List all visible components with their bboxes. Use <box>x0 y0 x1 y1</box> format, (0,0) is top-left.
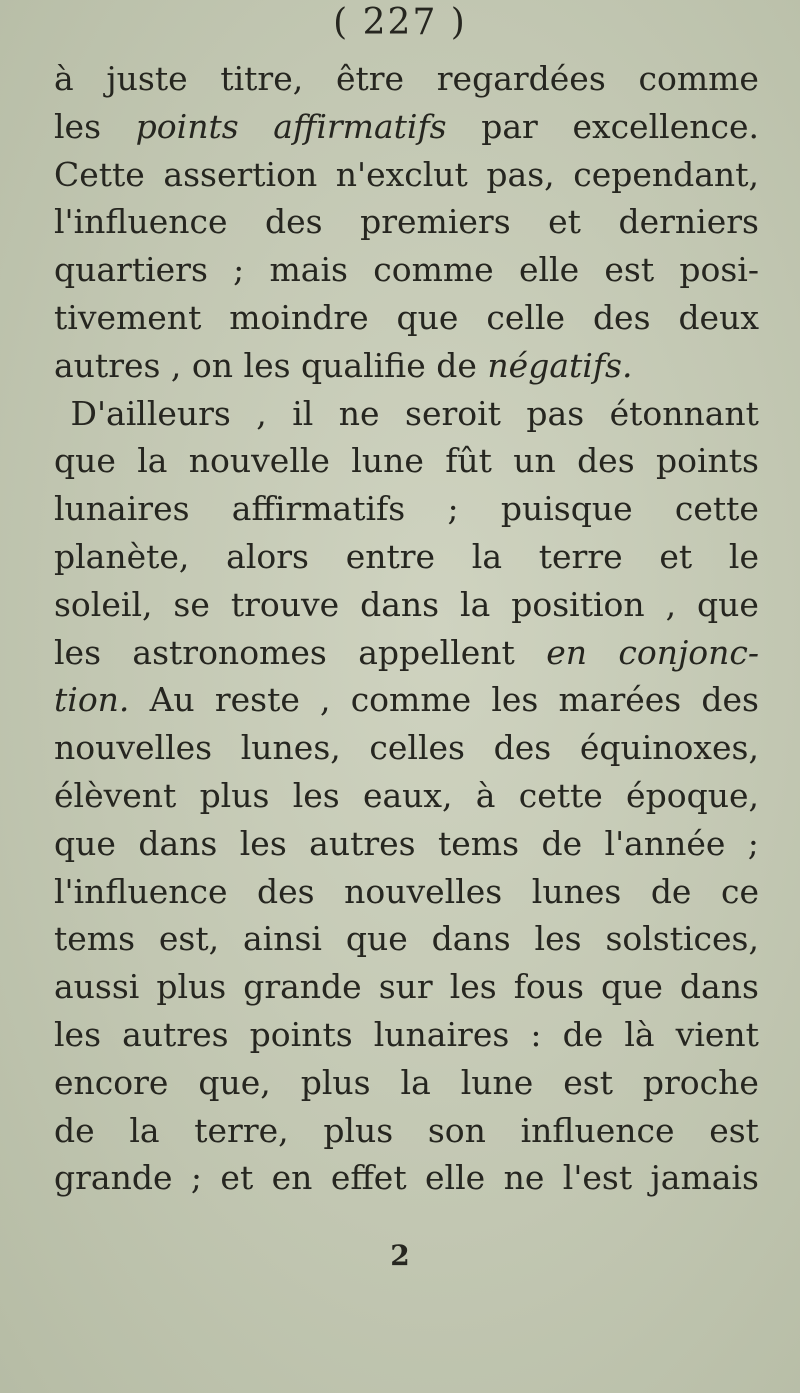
text-line <box>54 581 759 629</box>
word: celle <box>486 297 566 337</box>
word: les <box>292 775 340 815</box>
text-line <box>54 1107 759 1155</box>
word: entre <box>345 536 436 576</box>
word: moindre <box>229 297 369 337</box>
word: trouve <box>230 584 340 624</box>
word: nouvelles <box>54 728 213 768</box>
word: être <box>335 59 405 98</box>
word: lunaires <box>54 489 190 529</box>
word: excellence. <box>572 106 759 146</box>
word: l'influence <box>54 871 228 911</box>
word: points <box>135 106 239 146</box>
word: lune <box>460 1062 534 1102</box>
word: dans <box>138 823 218 863</box>
word: assertion <box>163 154 318 194</box>
word: juste <box>106 59 188 98</box>
word: nouvelle <box>188 441 330 481</box>
word: et <box>220 1158 254 1198</box>
word: ; <box>190 1158 203 1198</box>
text-line <box>54 533 759 581</box>
word: terre <box>538 536 623 576</box>
word: lune <box>351 441 424 481</box>
word: les <box>54 106 102 146</box>
word: dans <box>431 919 511 959</box>
word: que <box>601 967 663 1007</box>
word: à <box>475 775 496 815</box>
word: comme <box>373 250 494 290</box>
word: sur <box>378 967 433 1007</box>
word: alors <box>226 536 309 576</box>
word: grande <box>54 1158 173 1198</box>
word: marées <box>558 680 682 720</box>
word: fût <box>445 441 492 481</box>
word: Au <box>149 680 195 720</box>
text-line <box>54 103 759 151</box>
word: tion. <box>54 680 130 720</box>
text-line <box>54 772 759 820</box>
word: jamais <box>650 1158 759 1198</box>
text-line <box>54 820 759 868</box>
word: effet <box>330 1158 407 1198</box>
text-line <box>54 676 759 724</box>
word: des <box>265 202 323 242</box>
word: des <box>577 441 635 481</box>
word: dans <box>679 967 759 1007</box>
word: lunes, <box>240 728 341 768</box>
text-line <box>54 55 759 103</box>
word: ; <box>747 823 759 863</box>
word: nouvelles <box>344 871 503 911</box>
word: elle <box>518 250 580 290</box>
word: planète, <box>54 536 190 576</box>
text-line <box>54 246 759 294</box>
word: pas, <box>486 154 555 194</box>
text-line <box>54 1059 759 1107</box>
word: des <box>493 728 552 768</box>
word: conjonc- <box>618 632 759 672</box>
word: étonnant <box>609 393 759 433</box>
word: et <box>548 202 581 242</box>
word: est <box>604 250 655 290</box>
word: terre, <box>194 1110 289 1150</box>
word: soleil, <box>54 584 153 624</box>
word: ; <box>233 250 245 290</box>
word: points <box>249 1014 353 1054</box>
word: comme <box>638 59 759 98</box>
word: époque, <box>626 775 759 815</box>
word: lunaires <box>373 1014 510 1054</box>
word: influence <box>520 1110 675 1150</box>
word: astronomes <box>132 632 327 672</box>
word: les <box>239 823 287 863</box>
word: lunes <box>531 871 622 911</box>
word: que <box>697 584 759 624</box>
word: comme <box>350 680 472 720</box>
text-line <box>54 294 759 342</box>
word: cette <box>674 489 759 529</box>
word: il <box>292 393 314 433</box>
word: par <box>481 106 538 146</box>
text-line <box>54 915 759 963</box>
word: son <box>427 1110 486 1150</box>
word: est, <box>158 919 220 959</box>
word: titre, <box>220 59 304 98</box>
word: autres <box>309 823 416 863</box>
word: mais <box>269 250 348 290</box>
word: eaux, <box>362 775 453 815</box>
word: deux <box>678 297 759 337</box>
text-line <box>54 724 759 772</box>
word: les <box>491 680 539 720</box>
word: là <box>624 1014 655 1054</box>
word: la <box>400 1062 431 1102</box>
word: tems <box>438 823 520 863</box>
word: vient <box>675 1014 759 1054</box>
word: , <box>665 584 677 624</box>
text-line <box>54 1011 759 1059</box>
word: l'est <box>562 1158 633 1198</box>
word: que <box>54 441 116 481</box>
word: appellent <box>358 632 515 672</box>
word: des <box>701 680 759 720</box>
word: en <box>546 632 587 672</box>
text-line <box>54 868 759 916</box>
word: plus <box>323 1110 394 1150</box>
word: l'influence <box>54 202 228 242</box>
text-line <box>54 198 759 246</box>
text-line <box>54 1154 759 1202</box>
page-header <box>0 2 800 43</box>
word: dans <box>360 584 440 624</box>
word: , <box>320 680 331 720</box>
word: les <box>54 1014 102 1054</box>
word: position <box>511 584 645 624</box>
word: , <box>256 393 267 433</box>
word: que <box>345 919 408 959</box>
word: de <box>54 1110 95 1150</box>
word: reste <box>214 680 300 720</box>
word: la <box>129 1110 160 1150</box>
word: ne <box>503 1158 545 1198</box>
text-line <box>54 437 759 485</box>
text-line: autres , on les qualifie de négatifs. <box>54 345 633 385</box>
word: se <box>173 584 210 624</box>
word: ainsi <box>243 919 322 959</box>
word: des <box>592 297 651 337</box>
word: la <box>460 584 491 624</box>
word: regardées <box>436 59 606 98</box>
word: les <box>449 967 497 1007</box>
text-line <box>54 629 759 677</box>
text-line <box>54 390 759 438</box>
word: elle <box>425 1158 486 1198</box>
word: n'exclut <box>335 154 468 194</box>
word: tems <box>54 919 136 959</box>
word: équinoxes, <box>579 728 759 768</box>
word: puisque <box>500 489 633 529</box>
word: un <box>513 441 556 481</box>
word: est <box>709 1110 759 1150</box>
word: les <box>534 919 582 959</box>
word: ; <box>447 489 459 529</box>
word: l'année <box>604 823 726 863</box>
word: tivement <box>54 297 202 337</box>
word: que, <box>198 1062 271 1102</box>
word: seroit <box>405 393 501 433</box>
word: élèvent <box>54 775 177 815</box>
word: les <box>54 632 102 672</box>
word: est <box>563 1062 613 1102</box>
word: la <box>471 536 503 576</box>
body-text <box>54 55 759 1202</box>
word: fous <box>513 967 584 1007</box>
word: plus <box>199 775 270 815</box>
word: points <box>655 441 759 481</box>
word: affirmatifs <box>231 489 406 529</box>
word: D'ailleurs <box>70 393 231 433</box>
word: à <box>54 59 74 98</box>
text-line <box>54 151 759 199</box>
word: en <box>271 1158 313 1198</box>
word: celles <box>369 728 465 768</box>
word: quartiers <box>54 250 208 290</box>
word: Cette <box>54 154 145 194</box>
word: que <box>54 823 116 863</box>
word: de <box>562 1014 604 1054</box>
word: derniers <box>618 202 759 242</box>
word: des <box>257 871 315 911</box>
word: autres <box>122 1014 229 1054</box>
word: solstices, <box>605 919 759 959</box>
word: : <box>530 1014 542 1054</box>
word: et <box>659 536 693 576</box>
word: grande <box>243 967 362 1007</box>
word: ne <box>338 393 380 433</box>
word: la <box>137 441 168 481</box>
page-number: ( 227 ) <box>333 2 467 43</box>
word: affirmatifs <box>273 106 447 146</box>
word: posi- <box>679 250 759 290</box>
word: ce <box>720 871 759 911</box>
word: encore <box>54 1062 169 1102</box>
word: cette <box>518 775 603 815</box>
text-line <box>54 485 759 533</box>
text-line <box>54 963 759 1011</box>
word: de <box>541 823 583 863</box>
word: plus <box>300 1062 371 1102</box>
word: le <box>728 536 759 576</box>
word: cependant, <box>573 154 759 194</box>
word: de <box>650 871 692 911</box>
word: proche <box>642 1062 759 1102</box>
word: que <box>396 297 459 337</box>
word: aussi <box>54 967 140 1007</box>
signature-mark: 2 <box>390 1239 410 1272</box>
word: premiers <box>360 202 511 242</box>
word: pas <box>526 393 585 433</box>
word: plus <box>156 967 227 1007</box>
